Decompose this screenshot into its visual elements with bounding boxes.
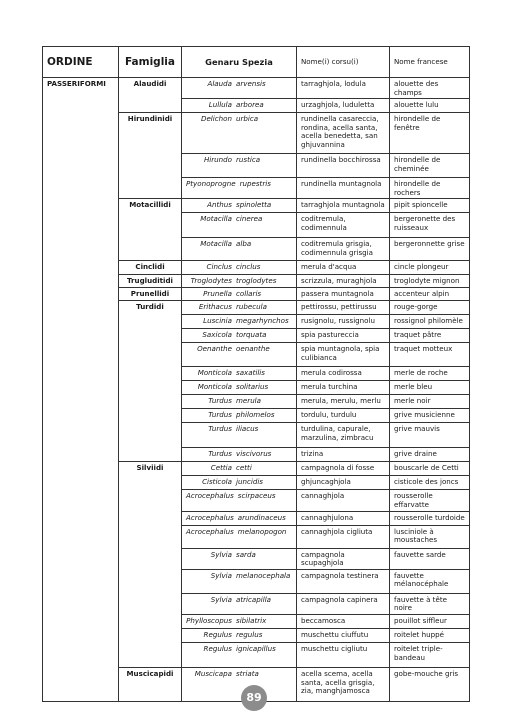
nome-francese-cell: fauvette à tête noire (390, 593, 470, 614)
genaru-spezia-cell (182, 476, 297, 490)
famiglia-cell: Motacillidi (119, 199, 182, 261)
species-name: merula (236, 396, 262, 406)
genaru-spezia-cell (182, 154, 297, 178)
genaru-spezia-cell (182, 329, 297, 343)
nome-corsu-cell: campagnola testinera (297, 569, 390, 593)
genus-name: Acrocephalus (186, 491, 234, 501)
nome-francese-cell: roitelet huppé (390, 628, 470, 642)
species-name: rustica (236, 155, 261, 165)
genaru-spezia-cell (182, 113, 297, 154)
nome-francese-cell: merle noir (390, 395, 470, 409)
nome-corsu-cell: merula d'acqua (297, 261, 390, 275)
genaru-spezia-cell (182, 315, 297, 329)
nome-corsu-cell: coditremula, codimennula (297, 213, 390, 238)
species-name: sarda (236, 549, 256, 559)
species-name: striata (236, 668, 259, 678)
genus-name: Turdus (208, 410, 232, 420)
nome-francese-cell: alouette lulu (390, 99, 470, 113)
nome-corsu-cell: rundinella bocchirossa (297, 154, 390, 178)
species-table (42, 46, 470, 702)
nome-corsu-cell: campagnola di fosse (297, 462, 390, 476)
genus-name: Ptyonoprogne (186, 179, 236, 189)
nome-corsu-cell: rusignolu, russignolu (297, 315, 390, 329)
nome-francese-cell: rousserolle effarvatte (390, 490, 470, 511)
nome-corsu-cell: passera muntagnola (297, 288, 390, 301)
nome-francese-cell: hirondelle de fenêtre (390, 113, 470, 154)
genus-name: Alauda (207, 79, 232, 88)
nome-corsu-cell: trizina (297, 448, 390, 462)
nome-francese-cell: merle de roche (390, 367, 470, 381)
species-name: arborea (236, 100, 264, 110)
nome-francese-cell: rouge-gorge (390, 301, 470, 315)
genaru-spezia-cell (182, 525, 297, 548)
nome-corsu-cell: tarraghjola, lodula (297, 78, 390, 99)
nome-corsu-cell: tordulu, turdulu (297, 409, 390, 423)
genus-name: Sylvia (210, 570, 232, 580)
species-name: urbica (236, 114, 259, 124)
species-name: oenanthe (236, 344, 270, 354)
nome-francese-cell: accenteur alpin (390, 288, 470, 301)
genaru-spezia-cell (182, 593, 297, 614)
genaru-spezia-cell (182, 642, 297, 667)
genus-name: Anthus (207, 200, 232, 210)
genus-name: Cettia (210, 463, 232, 473)
species-name: troglodytes (236, 276, 277, 286)
nome-francese-cell: rousserolle turdoide (390, 511, 470, 525)
nome-corsu-cell: cannaghjola (297, 490, 390, 511)
nome-francese-cell: grive draine (390, 448, 470, 462)
species-name: collaris (236, 289, 262, 299)
famiglia-cell: Turdidi (119, 301, 182, 462)
genaru-spezia-cell (182, 178, 297, 199)
nome-francese-cell: lusciniole à moustaches (390, 525, 470, 548)
nome-francese-cell: hirondelle de cheminée (390, 154, 470, 178)
genus-name: Delichon (200, 114, 232, 124)
genaru-spezia-cell (182, 213, 297, 238)
species-name: arvensis (236, 79, 266, 88)
nome-corsu-cell: coditremula grisgia, codimennula grisgia (297, 238, 390, 261)
genus-name: Cinclus (206, 262, 232, 272)
genus-name: Troglodytes (190, 276, 232, 286)
nome-corsu-cell: spia pastureccia (297, 329, 390, 343)
species-name: ignicapillus (236, 643, 276, 653)
nome-francese-cell: gobe-mouche gris (390, 667, 470, 701)
genus-name: Lullula (208, 100, 232, 110)
species-name: melanocephala (236, 570, 291, 580)
nome-corsu-cell: spia muntagnola, spia culibianca (297, 343, 390, 367)
species-name: viscivorus (236, 449, 272, 459)
table-body (43, 78, 470, 702)
nome-francese-cell: fauvette sarde (390, 548, 470, 569)
genus-name: Motacilla (200, 214, 232, 224)
nome-corsu-cell: cannaghjulona (297, 511, 390, 525)
ordine-cell: PASSERIFORMI (43, 78, 119, 702)
page-number: 89 (241, 685, 267, 711)
nome-francese-cell: merle bleu (390, 381, 470, 395)
famiglia-cell: Prunellidi (119, 288, 182, 301)
nome-corsu-cell: beccamosca (297, 614, 390, 628)
species-name: solitarius (236, 382, 269, 392)
header-ordine: ORDINE (43, 47, 119, 78)
header-famiglia: Famiglia (119, 47, 182, 78)
species-name: torquata (236, 330, 267, 340)
nome-francese-cell: alouette des champs (390, 78, 470, 99)
genaru-spezia-cell (182, 462, 297, 476)
famiglia-cell: Alaudidi (119, 78, 182, 113)
genus-name: Regulus (203, 629, 232, 639)
nome-corsu-cell: muschettu ciuffutu (297, 628, 390, 642)
nome-corsu-cell: campagnola capinera (297, 593, 390, 614)
famiglia-cell: Muscicapidi (119, 667, 182, 701)
genus-name: Monticola (197, 382, 232, 392)
genus-name: Acrocephalus (186, 526, 234, 536)
header-nome-francese: Nome francese (390, 47, 470, 78)
genaru-spezia-cell (182, 275, 297, 288)
header-nome-corsu: Nome(i) corsu(i) (297, 47, 390, 78)
nome-corsu-cell: ghjuncaghjola (297, 476, 390, 490)
nome-francese-cell: hirondelle de rochers (390, 178, 470, 199)
nome-francese-cell: roitelet triple-bandeau (390, 642, 470, 667)
genaru-spezia-cell (182, 301, 297, 315)
nome-corsu-cell: urzaghjola, luduletta (297, 99, 390, 113)
nome-corsu-cell: acella scema, acella santa, acella grisgia, zia, manghjamosca (297, 667, 390, 701)
genus-name: Muscicapa (194, 668, 232, 678)
nome-francese-cell: pouillot siffleur (390, 614, 470, 628)
species-name: megarhynchos (236, 316, 289, 326)
species-name: arundinaceus (237, 512, 286, 522)
nome-francese-cell: bouscarle de Cetti (390, 462, 470, 476)
species-name: rupestris (239, 179, 271, 189)
genus-name: Luscinia (203, 316, 232, 326)
species-name: rubecula (236, 302, 267, 312)
genaru-spezia-cell (182, 423, 297, 448)
genaru-spezia-cell (182, 628, 297, 642)
nome-corsu-cell: cannaghjola cigliuta (297, 525, 390, 548)
table-row (43, 78, 470, 99)
genaru-spezia-cell (182, 381, 297, 395)
nome-corsu-cell: campagnola scupaghjola (297, 548, 390, 569)
genaru-spezia-cell (182, 548, 297, 569)
nome-corsu-cell: rundinella muntagnola (297, 178, 390, 199)
genaru-spezia-cell (182, 490, 297, 511)
species-name: saxatilis (236, 368, 265, 378)
genus-name: Regulus (203, 643, 232, 653)
genaru-spezia-cell (182, 367, 297, 381)
genaru-spezia-cell (182, 343, 297, 367)
nome-francese-cell: bergeronette des ruisseaux (390, 213, 470, 238)
species-name: scirpaceus (237, 491, 276, 501)
genaru-spezia-cell (182, 511, 297, 525)
genaru-spezia-cell (182, 569, 297, 593)
nome-francese-cell: grive mauvis (390, 423, 470, 448)
species-name: juncidis (236, 477, 264, 487)
famiglia-cell: Hirundinidi (119, 113, 182, 199)
species-name: melanopogon (237, 526, 287, 536)
nome-corsu-cell: scrizzula, muraghjola (297, 275, 390, 288)
nome-corsu-cell: turdulina, capurale, marzulina, zimbracu (297, 423, 390, 448)
genus-name: Erithacus (198, 302, 232, 312)
genus-name: Turdus (208, 424, 232, 434)
species-name: alba (236, 239, 252, 249)
genaru-spezia-cell (182, 78, 297, 99)
genus-name: Acrocephalus (186, 512, 234, 522)
genaru-spezia-cell (182, 261, 297, 275)
genaru-spezia-cell (182, 288, 297, 301)
genaru-spezia-cell (182, 409, 297, 423)
genus-name: Oenanthe (197, 344, 232, 354)
famiglia-cell: Silviidi (119, 462, 182, 668)
genaru-spezia-cell (182, 614, 297, 628)
genus-name: Monticola (197, 368, 232, 378)
nome-francese-cell: pipit spioncelle (390, 199, 470, 213)
nome-corsu-cell: muschettu cigliutu (297, 642, 390, 667)
genus-name: Prunella (203, 289, 232, 299)
genus-name: Saxicola (202, 330, 232, 340)
genus-name: Motacilla (200, 239, 232, 249)
species-name: cinerea (236, 214, 263, 224)
nome-francese-cell: bergeronnette grise (390, 238, 470, 261)
genaru-spezia-cell (182, 99, 297, 113)
nome-francese-cell: grive musicienne (390, 409, 470, 423)
nome-corsu-cell: tarraghjola muntagnola (297, 199, 390, 213)
famiglia-cell: Trugluditidi (119, 275, 182, 288)
genus-name: Hirundo (203, 155, 232, 165)
genus-name: Sylvia (210, 594, 232, 604)
nome-corsu-cell: pettirossu, pettirussu (297, 301, 390, 315)
genaru-spezia-cell (182, 395, 297, 409)
species-name: spinoletta (236, 200, 272, 210)
genaru-spezia-cell (182, 667, 297, 701)
species-name: cetti (236, 463, 252, 473)
species-name: iliacus (236, 424, 259, 434)
nome-francese-cell: rossignol philomèle (390, 315, 470, 329)
header-genaru-spezia: Genaru Spezia (182, 47, 297, 78)
genus-name: Turdus (208, 396, 232, 406)
genaru-spezia-cell (182, 238, 297, 261)
species-name: philomelos (236, 410, 275, 420)
nome-corsu-cell: merula turchina (297, 381, 390, 395)
nome-francese-cell: traquet motteux (390, 343, 470, 367)
famiglia-cell: Cinclidi (119, 261, 182, 275)
header-row (43, 47, 470, 78)
nome-corsu-cell: merula, merulu, merlu (297, 395, 390, 409)
genaru-spezia-cell (182, 448, 297, 462)
species-name: cinclus (236, 262, 261, 272)
genus-name: Phylloscopus (186, 615, 232, 625)
nome-francese-cell: cincle plongeur (390, 261, 470, 275)
nome-francese-cell: fauvette mélanocéphale (390, 569, 470, 593)
genaru-spezia-cell (182, 199, 297, 213)
nome-francese-cell: troglodyte mignon (390, 275, 470, 288)
nome-francese-cell: cisticole des joncs (390, 476, 470, 490)
genus-name: Sylvia (210, 549, 232, 559)
nome-corsu-cell: rundinella casareccia, rondina, acella santa, acella benedetta, san ghjuvannina (297, 113, 390, 154)
species-name: regulus (236, 629, 263, 639)
nome-corsu-cell: merula codirossa (297, 367, 390, 381)
species-name: atricapilla (236, 594, 272, 604)
genus-name: Turdus (208, 449, 232, 459)
nome-francese-cell: traquet pâtre (390, 329, 470, 343)
genus-name: Cisticola (202, 477, 232, 487)
species-name: sibilatrix (236, 615, 267, 625)
